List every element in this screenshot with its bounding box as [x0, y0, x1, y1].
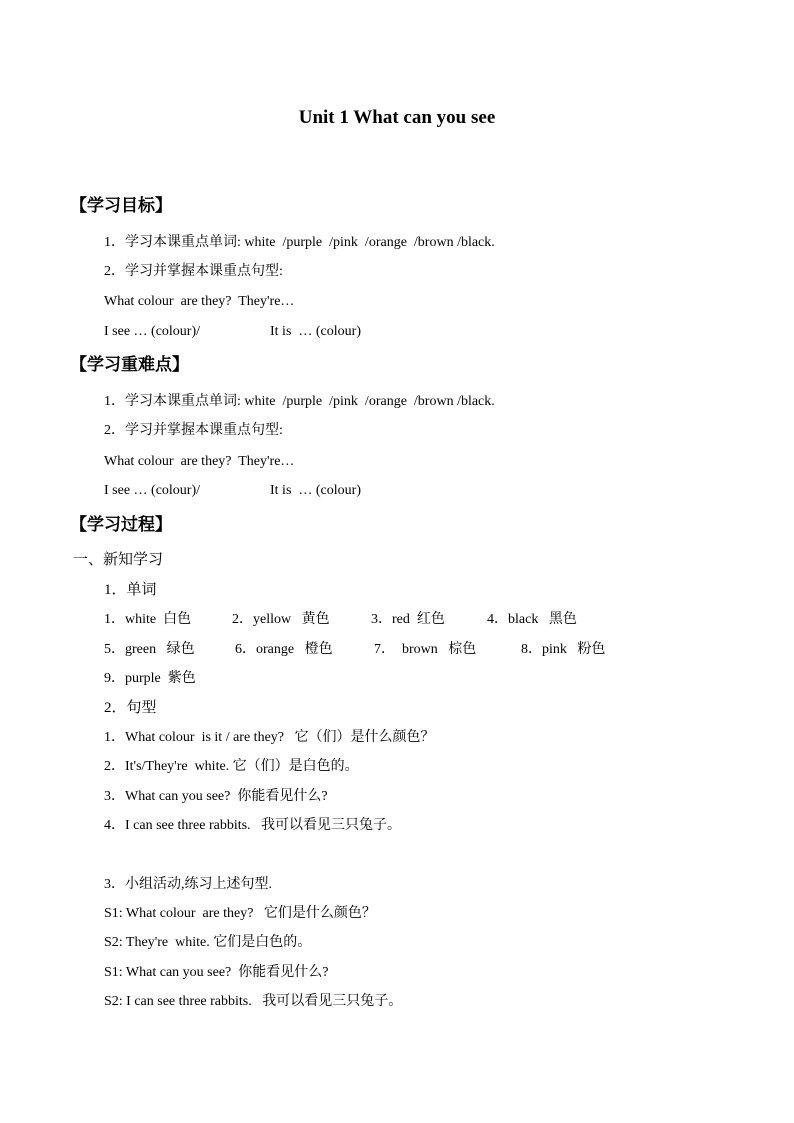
word-item: 2．yellow 黄色 [232, 612, 330, 627]
objectives-heading: 【学习目标】 [70, 196, 172, 215]
dialog-line: S2: They're white. 它们是白色的。 [104, 935, 312, 950]
word-item: 1．white 白色 [104, 612, 192, 627]
objectives-line-4a: I see … (colour)/ [104, 324, 201, 339]
word-item: 3．red 红色 [371, 612, 445, 627]
key-points-line-3: What colour are they? They're… [104, 454, 295, 469]
word-item: 6．orange 橙色 [235, 642, 333, 657]
sentence-item: 2．It's/They're white. 它（们）是白色的。 [104, 759, 359, 774]
objectives-line-4b: It is … (colour) [270, 324, 361, 339]
sentence-item: 1．What colour is it / are they? 它（们）是什么颜色？ [104, 730, 435, 745]
sentences-label: 2．句型 [104, 700, 157, 716]
word-item: 5．green 绿色 [104, 642, 195, 657]
dialog-line: S1: What can you see? 你能看见什么? [104, 965, 329, 980]
objectives-line-1: 1．学习本课重点单词: white /purple /pink /orange /brown /black. [104, 235, 495, 250]
process-heading: 【学习过程】 [70, 515, 172, 534]
group-activity-label: 3．小组活动,练习上述句型. [104, 877, 272, 892]
sentence-item: 3．What can you see? 你能看见什么? [104, 789, 328, 804]
words-label: 1．单词 [104, 582, 157, 598]
dialog-line: S2: I can see three rabbits. 我可以看见三只兔子。 [104, 994, 403, 1009]
key-points-line-1: 1．学习本课重点单词: white /purple /pink /orange /brown /black. [104, 394, 495, 409]
word-item: 8．pink 粉色 [521, 642, 606, 657]
dialog-line: S1: What colour are they? 它们是什么颜色？ [104, 906, 376, 921]
objectives-line-2: 2．学习并掌握本课重点句型: [104, 264, 283, 279]
key-points-line-2: 2．学习并掌握本课重点句型: [104, 423, 283, 438]
word-item: 9．purple 紫色 [104, 671, 196, 686]
page-title: Unit 1 What can you see [298, 107, 496, 128]
sentence-item: 4．I can see three rabbits. 我可以看见三只兔子。 [104, 818, 402, 833]
word-item: 4．black 黑色 [487, 612, 577, 627]
key-points-line-4b: It is … (colour) [270, 483, 361, 498]
word-item: 7． brown 棕色 [374, 642, 477, 657]
key-points-line-4a: I see … (colour)/ [104, 483, 201, 498]
key-points-heading: 【学习重难点】 [70, 355, 189, 374]
part-new-learning: 一、新知学习 [73, 552, 164, 568]
objectives-line-3: What colour are they? They're… [104, 294, 295, 309]
